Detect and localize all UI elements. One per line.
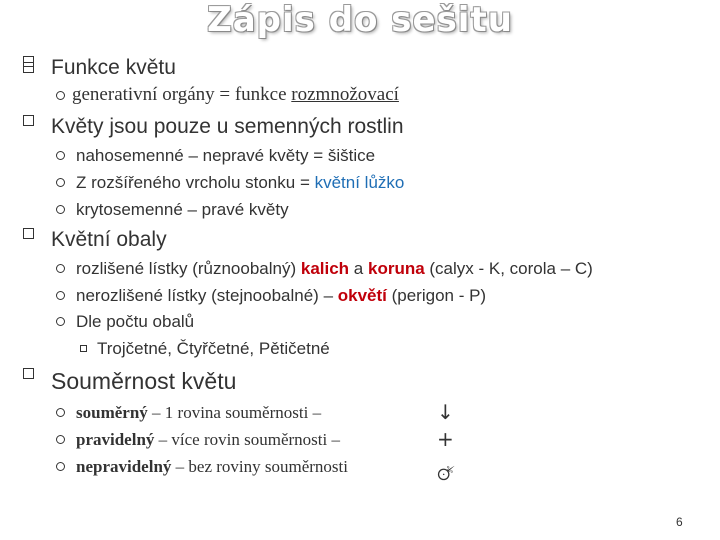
slide-title: Zápis do sešitu [207, 0, 513, 40]
bullet-text: Funkce květu [51, 56, 176, 79]
sub-item-text: nerozlišené lístky (stejnoobalné) – [76, 286, 338, 305]
circle-bullet-icon [56, 91, 65, 100]
highlight-calyx: kalich [300, 259, 350, 278]
bullet-text: Květy jsou pouze u semenných rostlin [51, 115, 404, 138]
bullet-text: Souměrnost květu [51, 368, 237, 394]
page-number: 6 [676, 515, 683, 529]
sub-item-text: (calyx - K, corola – C) [424, 259, 593, 278]
small-square-bullet-icon [80, 345, 87, 352]
asymmetric-symbol-icon: 🜚 [437, 464, 456, 485]
bullet-text: Květní obaly [51, 228, 167, 251]
circle-bullet-icon [56, 205, 65, 214]
circle-bullet-icon [56, 178, 65, 187]
term-description: – bez roviny souměrnosti [171, 457, 348, 476]
sub-sub-item-text: Trojčetné, Čtyřčetné, Pětičetné [97, 339, 330, 358]
sub-item-text: Dle počtu obalů [76, 312, 195, 331]
term-bold: nepravidelný [76, 457, 172, 476]
plus-symbol-icon: + [437, 427, 454, 451]
term-bold: souměrný [76, 403, 148, 422]
term-description: – 1 rovina souměrnosti – [147, 403, 322, 422]
circle-bullet-icon [56, 264, 65, 273]
sub-item-text: (perigon - P) [386, 286, 487, 305]
sub-item-text: krytosemenné – pravé květy [76, 200, 289, 219]
circle-bullet-icon [56, 462, 65, 471]
circle-bullet-icon [56, 291, 65, 300]
term-description: – více rovin souměrnosti – [154, 430, 340, 449]
highlight-receptacle: květní lůžko [314, 173, 405, 192]
circle-bullet-icon [56, 408, 65, 417]
circle-bullet-icon [56, 317, 65, 326]
circle-bullet-icon [56, 435, 65, 444]
arrow-down-symbol-icon: ↓ [437, 400, 454, 424]
sub-item-text: generativní orgány = funkce [72, 84, 292, 105]
highlight-corolla: koruna [367, 259, 425, 278]
sub-item-text: nahosemenné – nepravé květy = šištice [76, 146, 376, 165]
sub-item-text: Z rozšířeného vrcholu stonku = [76, 173, 315, 192]
sub-item-underlined: rozmnožovací [291, 84, 399, 105]
term-bold: pravidelný [76, 430, 155, 449]
circle-bullet-icon [56, 151, 65, 160]
sub-item-text: a [349, 259, 368, 278]
sub-item-text: rozlišené lístky (různoobalný) [76, 259, 301, 278]
highlight-perigon: okvětí [337, 286, 387, 305]
